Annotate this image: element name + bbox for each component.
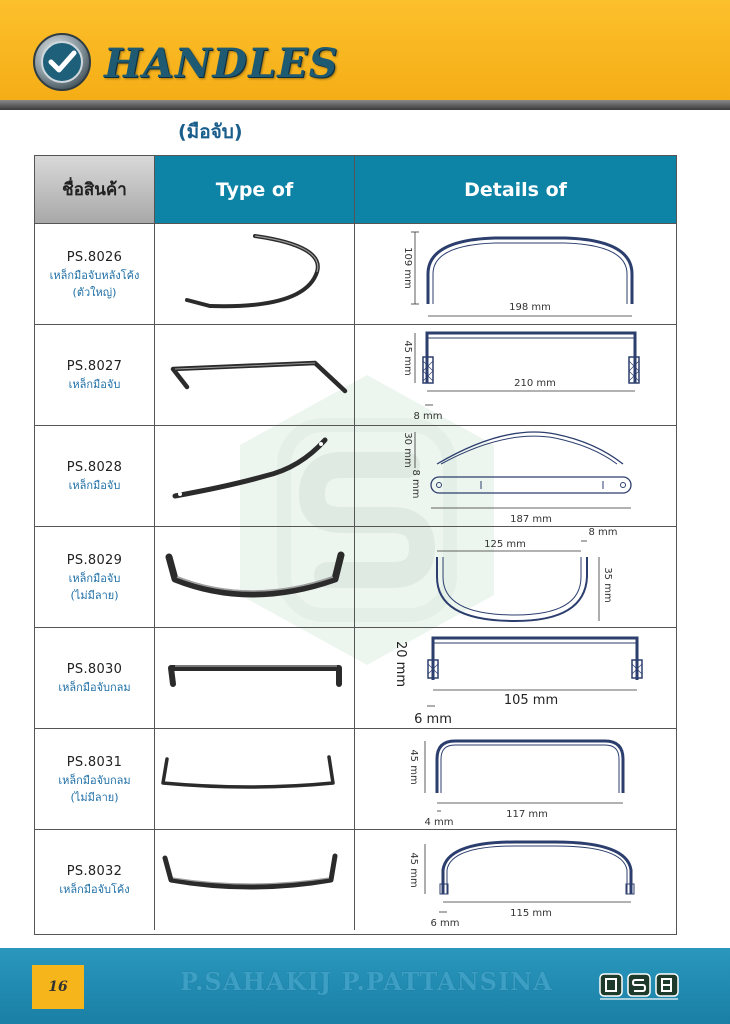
dim-height: 30 mm (402, 432, 413, 468)
product-code: PS.8032 (66, 864, 123, 879)
product-drawing (355, 729, 676, 829)
dimension-drawing-icon (355, 527, 676, 628)
dimension-drawing-icon (355, 426, 676, 527)
dimension-drawing-icon (355, 628, 676, 729)
handle-photo-icon (155, 426, 355, 527)
table-row (35, 829, 676, 930)
checkmark-badge-icon (32, 32, 92, 92)
product-photo (155, 325, 355, 425)
dim-width: 117 mm (506, 809, 548, 820)
product-description-note: (ไม่มีลาย) (70, 588, 119, 602)
product-photo (155, 426, 355, 526)
product-code: PS.8027 (66, 359, 123, 374)
product-description: เหล็กมือจับโค้ง (59, 883, 130, 896)
dim-thickness: 6 mm (414, 712, 452, 727)
dimension-drawing-icon (355, 224, 676, 325)
dim-width: 210 mm (514, 378, 556, 389)
table-row (35, 728, 676, 829)
product-description: เหล็กมือจับ (68, 479, 121, 492)
dim-thickness: 8 mm (588, 527, 618, 538)
product-description: เหล็กมือจับหลังโค้ง (49, 268, 140, 282)
dimension-drawing-icon (355, 830, 676, 931)
dim-thickness: 8 mm (410, 469, 421, 499)
page-number: 16 (32, 965, 84, 1009)
product-description: เหล็กมือจับกลม (58, 773, 131, 787)
table-row (35, 526, 676, 627)
header-product-name: ชื่อสินค้า (35, 156, 155, 223)
product-photo (155, 729, 355, 829)
product-name-cell (35, 426, 155, 526)
page-subtitle: (มือจับ) (178, 121, 243, 143)
handle-photo-icon (155, 628, 355, 729)
footer-brand: P.SAHAKIJ P.PATTANSINA (180, 967, 553, 996)
page-title: HANDLES (104, 40, 339, 87)
dimension-drawing-icon (355, 325, 676, 426)
product-description: เหล็กมือจับ (68, 378, 121, 391)
table-row (35, 223, 676, 324)
header-details: Details of (355, 156, 676, 223)
table-row (35, 324, 676, 425)
product-drawing (355, 224, 676, 324)
product-name-cell (35, 224, 155, 324)
product-photo (155, 527, 355, 627)
table-header (35, 156, 676, 223)
dim-width: 115 mm (510, 908, 552, 919)
dim-thickness: 6 mm (430, 918, 460, 929)
product-table (34, 155, 677, 935)
handle-photo-icon (155, 224, 355, 325)
dim-height: 45 mm (408, 852, 419, 888)
dim-height: 20 mm (393, 640, 408, 688)
product-photo (155, 224, 355, 324)
dim-thickness: 4 mm (424, 817, 454, 828)
dim-height: 45 mm (402, 340, 413, 376)
product-code: PS.8029 (66, 552, 123, 568)
brand-logos-icon (598, 970, 682, 1002)
product-name-cell (35, 729, 155, 829)
dim-thickness: 8 mm (413, 411, 443, 422)
product-code: PS.8031 (66, 754, 123, 770)
table-row (35, 425, 676, 526)
product-code: PS.8026 (66, 249, 123, 265)
dim-height: 109 mm (402, 247, 413, 289)
product-description-note: (ตัวใหญ่) (72, 285, 117, 299)
product-drawing (355, 527, 676, 627)
table-row (35, 627, 676, 728)
handle-photo-icon (155, 527, 355, 628)
product-description: เหล็กมือจับกลม (58, 681, 131, 694)
dim-width: 125 mm (484, 539, 526, 550)
product-description: เหล็กมือจับ (68, 571, 121, 585)
product-name-cell (35, 527, 155, 627)
handle-photo-icon (155, 729, 355, 830)
product-code: PS.8030 (66, 662, 123, 677)
header-divider (0, 100, 730, 110)
product-name-cell (35, 830, 155, 930)
product-name-cell (35, 628, 155, 728)
product-name-cell (35, 325, 155, 425)
dim-height: 35 mm (602, 567, 613, 603)
dimension-drawing-icon (355, 729, 676, 830)
product-drawing (355, 628, 676, 728)
product-description-note: (ไม่มีลาย) (70, 790, 119, 804)
product-drawing (355, 426, 676, 526)
header-type: Type of (155, 156, 355, 223)
dim-height: 45 mm (408, 749, 419, 785)
product-photo (155, 628, 355, 728)
dim-width: 198 mm (509, 302, 551, 313)
product-photo (155, 830, 355, 930)
handle-photo-icon (155, 830, 355, 931)
product-code: PS.8028 (66, 460, 123, 475)
product-drawing (355, 325, 676, 425)
dim-width: 187 mm (510, 514, 552, 525)
product-drawing (355, 830, 676, 930)
dim-width: 105 mm (503, 693, 559, 708)
handle-photo-icon (155, 325, 355, 426)
